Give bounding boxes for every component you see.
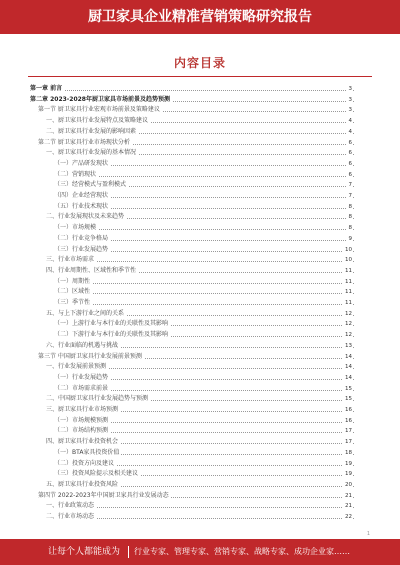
toc-entry-page: 10 xyxy=(345,257,352,264)
toc-entry-page: 21 xyxy=(345,503,352,510)
toc-entry[interactable] xyxy=(0,191,400,201)
toc-entry-page: 17 xyxy=(345,439,352,446)
toc-entry[interactable] xyxy=(0,277,400,287)
toc-entry-page: 8 xyxy=(348,203,352,210)
toc-entry-label: 四、厨卫家具行业投资机会 xyxy=(46,438,119,446)
toc-entry-label: （一）周期性 xyxy=(54,277,91,285)
toc-entry-label: 二、厨卫家具行业发展的影响因素 xyxy=(46,127,137,135)
toc-entry-label: （二）市场需求前景 xyxy=(54,384,109,392)
toc-entry-label: 三、厨卫家具行业市场预测 xyxy=(46,406,119,413)
toc-entry[interactable] xyxy=(0,84,400,94)
toc-entry-label: 四、行业周期性、区域性和季节性 xyxy=(46,266,137,274)
toc-entry-page: 14 xyxy=(345,353,352,360)
toc-entry[interactable] xyxy=(0,416,400,426)
toc-entry-label: （一）行业发展趋势 xyxy=(54,373,109,381)
toc-entry-label: （一）产品研发现状 xyxy=(54,159,109,167)
toc-entry[interactable] xyxy=(0,469,400,479)
toc-entry[interactable] xyxy=(0,202,400,212)
toc-entry-label: （一）市场规模 xyxy=(54,224,97,232)
toc-entry[interactable] xyxy=(0,266,400,276)
toc-entry[interactable] xyxy=(0,309,400,319)
toc-entry[interactable] xyxy=(0,105,400,115)
toc-entry[interactable] xyxy=(0,448,400,458)
toc-entry-page: 20 xyxy=(345,481,352,488)
footer-slogan: 让每个人都能成为 xyxy=(48,547,121,557)
toc-entry-page: 6 xyxy=(348,139,352,146)
toc-divider xyxy=(28,76,372,77)
toc-entry-page: 6 xyxy=(348,171,352,178)
toc-entry-label: （四）企业经营现状 xyxy=(54,192,109,199)
toc-leader-dots xyxy=(54,304,354,305)
toc-leader-dots xyxy=(54,283,354,284)
toc-entry[interactable] xyxy=(0,319,400,329)
footer-expert-list: 行业专家、管理专家、营销专家、战略专家、成功企业家…… xyxy=(134,547,350,556)
toc-entry[interactable] xyxy=(0,491,400,501)
toc-entry-label: （三）投资风险提示及相关建议 xyxy=(54,470,139,478)
report-header xyxy=(0,0,400,34)
toc-entry-page: 14 xyxy=(345,374,352,381)
toc-entry-page: 3 xyxy=(348,96,352,103)
toc-entry-label: 一、厨卫家具行业发展的基本情况 xyxy=(46,149,137,157)
toc-entry-label: 二、行业发展现状及未来趋势 xyxy=(46,213,125,221)
toc-entry-page: 17 xyxy=(345,428,352,435)
toc-entry[interactable] xyxy=(0,116,400,126)
toc-entry-label: （二）市场结构预测 xyxy=(54,427,109,435)
toc-entry-page: 3 xyxy=(348,86,352,92)
toc-leader-dots xyxy=(54,176,354,177)
toc-entry[interactable] xyxy=(0,255,400,265)
toc-entry-label: 第一节 厨卫家具行业宏观市场前景及策略建议 xyxy=(38,106,160,114)
toc-title: 内容目录 xyxy=(173,56,226,70)
toc-entry-label: （二）区域性 xyxy=(54,288,91,296)
toc-entry-label: 二、行业市场动态 xyxy=(46,513,95,520)
toc-entry-page: 11 xyxy=(345,289,352,296)
toc-entry-page: 22 xyxy=(345,514,352,520)
toc-entry[interactable] xyxy=(0,298,400,308)
toc-entry-page: 12 xyxy=(345,321,352,328)
toc-entry-page: 12 xyxy=(345,310,352,317)
toc-entry-page: 19 xyxy=(345,460,352,467)
toc-entry[interactable] xyxy=(0,373,400,383)
toc-entry-label: 五、厨卫家具行业投资风险 xyxy=(46,480,119,488)
toc-entry-page: 21 xyxy=(345,492,352,499)
footer-divider xyxy=(128,546,129,558)
toc-entry-label: （二）下游行业与本行业的关联性及其影响 xyxy=(54,331,169,339)
toc-entry[interactable] xyxy=(0,170,400,180)
toc-entry-label: （一）上游行业与本行业的关联性及其影响 xyxy=(54,320,169,328)
toc-entry[interactable] xyxy=(0,352,400,362)
toc-entry[interactable] xyxy=(0,245,400,255)
toc-entry-label: 六、行业面临的机遇与挑战 xyxy=(46,341,119,349)
toc-entry[interactable] xyxy=(0,330,400,340)
toc-leader-dots xyxy=(54,229,354,230)
toc-entry[interactable] xyxy=(0,212,400,222)
toc-entry[interactable] xyxy=(0,512,400,522)
toc-entry-label: 五、与上下游行业之间的关系 xyxy=(46,309,125,317)
footer-bar xyxy=(0,539,400,565)
toc-entry[interactable] xyxy=(0,234,400,244)
toc-entry-page: 11 xyxy=(345,300,352,306)
toc-entry[interactable] xyxy=(0,138,400,148)
toc-entry-page: 16 xyxy=(345,417,352,424)
toc-entry-label: 一、行业发展前景预测 xyxy=(46,363,107,371)
toc-entry-page: 3 xyxy=(348,107,352,114)
toc-entry-label: 第二节 厨卫家具行业市场现状分析 xyxy=(38,138,130,146)
toc-entry-page: 7 xyxy=(348,182,352,189)
toc-entry[interactable] xyxy=(0,341,400,351)
toc-leader-dots xyxy=(30,90,354,91)
toc-entry[interactable] xyxy=(0,223,400,233)
toc-entry[interactable] xyxy=(0,480,400,490)
toc-entry-label: 第三节 中国厨卫家具行业发展前景预测 xyxy=(38,352,142,360)
toc-entry[interactable] xyxy=(0,95,400,105)
toc-entry-page: 4 xyxy=(348,128,352,135)
toc-entry-page: 18 xyxy=(345,449,352,456)
toc-entry-page: 11 xyxy=(345,278,352,285)
toc-entry[interactable] xyxy=(0,437,400,447)
toc-entry-page: 4 xyxy=(348,118,352,125)
toc-entry-page: 19 xyxy=(345,471,352,478)
toc-entry[interactable] xyxy=(0,394,400,404)
toc-entry[interactable] xyxy=(0,287,400,297)
toc-entry[interactable] xyxy=(0,405,400,415)
toc-entry-label: （二）投资方向及建议 xyxy=(54,459,115,467)
toc-entry-label: （二）行业竞争格局 xyxy=(54,234,109,242)
toc-entry-page: 6 xyxy=(348,160,352,167)
toc-entry-label: 二、中国厨卫家具行业发展趋势与预测 xyxy=(46,395,149,403)
toc-entry-page: 8 xyxy=(348,225,352,232)
toc-entry[interactable] xyxy=(0,148,400,158)
toc-entry-label: （三）经营模式与盈利模式 xyxy=(54,181,127,189)
toc-entry-page: 13 xyxy=(345,342,352,349)
toc-entry-page: 8 xyxy=(348,214,352,221)
toc-entry-label: （一）BTA家具投资价值 xyxy=(54,448,120,456)
toc-entry-page: 10 xyxy=(345,246,352,253)
toc-entry-label: （五）行业技术现状 xyxy=(54,202,109,210)
toc-entry[interactable] xyxy=(0,362,400,372)
toc-entry[interactable] xyxy=(0,459,400,469)
toc-entry[interactable] xyxy=(0,180,400,190)
report-title: 厨卫家具企业精准营销策略研究报告 xyxy=(88,9,312,25)
toc-entry-label: 第一章 前言 xyxy=(30,85,63,92)
toc-entry-label: （一）市场规模预测 xyxy=(54,416,109,424)
toc-entry-page: 7 xyxy=(348,193,352,199)
toc-entry-page: 16 xyxy=(345,407,352,413)
toc-entry[interactable] xyxy=(0,426,400,436)
toc-entry-label: 第四节 2022-2023年中国厨卫家具行业发展动态 xyxy=(38,491,169,499)
toc-entry-page: 15 xyxy=(345,396,352,403)
toc-entry-page: 11 xyxy=(345,267,352,274)
page-number: 1 xyxy=(366,531,370,537)
toc-entry-page: 12 xyxy=(345,332,352,339)
toc-entry-label: 一、厨卫家具行业发展特点及策略建议 xyxy=(46,117,149,125)
toc-entry-label: （三）季节性 xyxy=(54,299,91,306)
toc-entry-page: 15 xyxy=(345,385,352,392)
toc-entry[interactable] xyxy=(0,384,400,394)
toc-entry-label: （三）行业发展趋势 xyxy=(54,245,109,253)
toc-entry[interactable] xyxy=(0,159,400,169)
toc-leader-dots xyxy=(54,293,354,294)
toc-entry-page: 14 xyxy=(345,364,352,371)
toc-entry-label: 三、行业市场需求 xyxy=(46,256,95,264)
toc-entry-page: 9 xyxy=(348,235,352,242)
toc-entry-label: （二）营销现状 xyxy=(54,170,97,178)
toc-entry-page: 6 xyxy=(348,150,352,157)
toc-entry[interactable] xyxy=(0,127,400,137)
toc-entry-label: 一、行业政策动态 xyxy=(46,502,95,510)
toc-entry[interactable] xyxy=(0,501,400,511)
toc-entry-label: 第二章 2023-2028年厨卫家具市场前景及趋势预测 xyxy=(30,95,170,103)
